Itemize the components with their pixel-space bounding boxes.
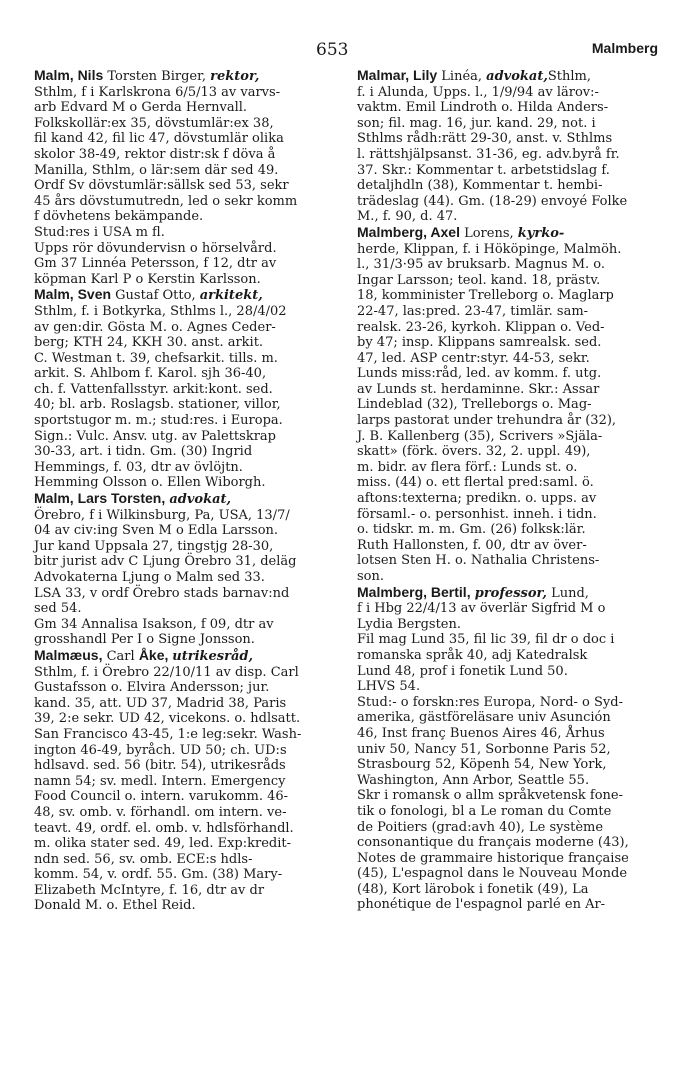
entry-text-line: 47, led. ASP centr:styr. 44-53, sekr.	[357, 350, 590, 366]
entry-text-line: Folkskollär:ex 35, dövstumlär:ex 38,	[34, 115, 274, 131]
entry-text-line: Ordf Sv dövstumlär:sällsk sed 53, sekr	[34, 178, 289, 194]
entry-text-line: vaktm. Emil Lindroth o. Hilda Anders-	[357, 100, 609, 116]
entry-text-line: 48, sv. omb. v. förhandl. om intern. ve-	[34, 804, 287, 820]
page-header	[0, 40, 688, 64]
entry-given-names: Lorens,	[459, 225, 518, 241]
entry-text-line: J. B. Kallenberg (35), Scrivers »Själa-	[357, 428, 603, 444]
entry-text-line: arb Edvard M o Gerda Hernvall.	[34, 100, 248, 116]
entry-text-line: Ruth Hallonsten, f. 00, dtr av över-	[357, 537, 587, 553]
entry-text-line: Sthlm, f i Karlskrona 6/5/13 av varvs-	[34, 84, 281, 100]
entry-text-line: Skr i romansk o allm språkvetensk fone-	[357, 788, 624, 804]
entry-text-line: bitr jurist adv C Ljung Örebro 31, deläg	[34, 554, 297, 570]
entry-name: Malmar, Lily	[357, 67, 438, 83]
biography-entry	[34, 491, 331, 648]
entry-text-line: lotsen Sten H. o. Nathalia Christens-	[357, 553, 600, 569]
entry-text-line: Advokaterna Ljung o Malm sed 33.	[34, 570, 265, 585]
entry-text-line: aftons:texterna; predikn. o. upps. av	[357, 491, 597, 507]
entry-text-line: consonantique du français moderne (43),	[357, 835, 629, 851]
biography-entry	[34, 68, 331, 287]
entry-text-line: berg; KTH 24, KKH 30. anst. arkit.	[34, 335, 264, 351]
entry-first-line	[357, 225, 655, 242]
entry-text-line: Hemmings, f. 03, dtr av övlöjtn.	[34, 459, 243, 475]
entry-text-line: San Francisco 43-45, 1:e leg:sekr. Wash-	[34, 726, 302, 742]
entry-first-line	[34, 491, 331, 508]
entry-first-line	[34, 68, 331, 85]
entry-text-line: av gen:dir. Gösta M. o. Agnes Ceder-	[34, 319, 276, 335]
left-column	[34, 68, 331, 914]
entry-text-line: herde, Klippan, f. i Hököpinge, Malmöh.	[357, 241, 622, 257]
entry-text-line: Sthlm, f. i Örebro 22/10/11 av disp. Carl	[34, 664, 299, 680]
entry-given-names: Gustaf Otto,	[111, 288, 200, 304]
entry-text-line: sportstugor m. m.; stud:res. i Europa.	[34, 413, 283, 429]
biography-entry	[357, 585, 655, 913]
entry-text-line: larps pastorat under trehundra år (32),	[357, 413, 617, 429]
entry-text-line: 22-47, las:pred. 23-47, timlär. sam-	[357, 303, 589, 319]
entry-text-line: tik o fonologi, bl a Le roman du Comte	[357, 803, 612, 819]
entry-text-line: Donald M. o. Ethel Reid.	[34, 898, 196, 914]
entry-text-line: Fil mag Lund 35, fil lic 39, fil dr o doc i	[357, 632, 615, 648]
entry-text-line: (48), Kort lärobok i fonetik (49), La	[357, 881, 589, 897]
entry-text-line: 18, komminister Trelleborg o. Maglarp	[357, 288, 614, 304]
running-head: Malmberg	[591, 40, 658, 56]
entry-text-line: församl.- o. personhist. inneh. i tidn.	[357, 506, 597, 522]
entry-text-line: 46, Inst franç Buenos Aires 46, Århus	[357, 725, 605, 741]
entry-text-line: ndn sed. 56, sv. omb. ECE:s hdls-	[34, 851, 253, 867]
entry-text-line: univ 50, Nancy 51, Sorbonne Paris 52,	[357, 741, 611, 757]
entry-occupation: utrikesråd,	[172, 648, 254, 664]
entry-first-line	[34, 648, 331, 665]
entry-name: Malm, Sven	[34, 286, 112, 303]
entry-text-line: m. bidr. av flera förf.: Lunds st. o.	[357, 459, 578, 475]
entry-text-line: kand. 35, att. UD 37, Madrid 38, Paris	[34, 695, 287, 711]
entry-text-line: namn 54; sv. medl. Intern. Emergency	[34, 773, 286, 789]
entry-text-line: ch. f. Vattenfallsstyr. arkit:kont. sed.	[34, 381, 273, 397]
page-number: 653	[316, 40, 349, 60]
biography-entry	[34, 287, 331, 491]
entry-text-line: Stud:- o forskn:res Europa, Nord- o Syd-	[357, 694, 623, 710]
entry-text-line: Lund 48, prof i fonetik Lund 50.	[357, 663, 568, 679]
biography-entry	[34, 648, 331, 914]
entry-text-line: LSA 33, v ordf Örebro stads barnav:nd	[34, 585, 290, 601]
entry-text-line: f dövhetens bekämpande.	[34, 209, 204, 225]
entry-name: Malm, Nils	[34, 67, 104, 83]
entry-first-line	[357, 68, 655, 85]
entry-given-names: Torsten Birger,	[103, 69, 211, 84]
entry-text-line: Stud:res i USA m fl.	[34, 224, 165, 240]
entry-text-line: f. i Alunda, Upps. l., 1/9/94 av lärov:-	[357, 84, 599, 100]
entry-text-line: detaljhdln (38), Kommentar t. hembi-	[357, 178, 603, 194]
entry-text-line: trädeslag (44). Gm. (18-29) envoyé Folke	[357, 193, 628, 209]
entry-text-line: Ingar Larsson; teol. kand. 18, prästv.	[357, 272, 601, 288]
entry-text-line: realsk. 23-26, kyrkoh. Klippan o. Ved-	[357, 319, 605, 335]
entry-text-line: (45), L'espagnol dans le Nouveau Monde	[357, 866, 628, 882]
entry-text-line: av Lunds st. herdaminne. Skr.: Assar	[357, 381, 600, 397]
entry-text-line: arkit. S. Ahlbom f. Karol. sjh 36-40,	[34, 366, 267, 382]
entry-text-line: f i Hbg 22/4/13 av överlär Sigfrid M o	[357, 601, 606, 617]
entry-text-line: hdlsavd. sed. 56 (bitr. 54), utrikesråds	[34, 758, 286, 774]
entry-text-line: komm. 54, v. ordf. 55. Gm. (38) Mary-	[34, 867, 283, 883]
entry-location: Sthlm,	[547, 69, 591, 84]
entry-text-line: sed 54.	[34, 601, 82, 617]
entry-text-line: l. rättshjälpsanst. 31-36, eg. adv.byrå fr.	[357, 146, 620, 162]
entry-text-line: Lydia Bergsten.	[357, 616, 461, 632]
entry-text-line: Hemming Olsson o. Ellen Wiborgh.	[34, 475, 266, 491]
entry-text-line: Sign.: Vulc. Ansv. utg. av Palettskrap	[34, 428, 276, 444]
entry-text-line: Lindeblad (32), Trelleborgs o. Mag-	[357, 397, 592, 413]
entry-text-line: Gm 37 Linnéa Petersson, f 12, dtr av	[34, 256, 277, 272]
entry-text-line: 37. Skr.: Kommentar t. arbetstidslag f.	[357, 162, 610, 178]
entry-text-line: 04 av civ:ing Sven M o Edla Larsson.	[34, 523, 279, 539]
entry-text-line: skatt» (förk. övers. 32, 2. uppl. 49),	[357, 444, 591, 460]
entry-text-line: 40; bl. arb. Roslagsb. stationer, villor,	[34, 397, 281, 413]
entry-text-line: Sthlms rådh:rätt 29-30, anst. v. Sthlms	[357, 131, 613, 147]
entry-text-line: Elizabeth McIntyre, f. 16, dtr av dr	[34, 882, 265, 898]
entry-occupation: professor,	[474, 585, 547, 601]
entry-name: Malmberg, Bertil,	[357, 583, 471, 600]
entry-text-line: o. tidskr. m. m. Gm. (26) folksk:lär.	[357, 522, 586, 538]
entry-occupation: rektor,	[210, 69, 260, 84]
entry-text-line: ington 46-49, byråch. UD 50; ch. UD:s	[34, 742, 287, 758]
entry-text-line: skolor 38-49, rektor distr:sk f döva å	[34, 146, 276, 162]
entry-text-line: amerika, gästföreläsare univ Asunción	[357, 710, 611, 726]
entry-text-line: m. olika stater sed. 49, led. Exp:kredit-	[34, 836, 292, 852]
entry-text-line: Notes de grammaire historique française	[357, 850, 629, 866]
entry-text-line: Gm 34 Annalisa Isakson, f 09, dtr av	[34, 616, 274, 632]
biography-entry	[357, 68, 655, 225]
entry-occupation: advokat,	[486, 69, 548, 84]
entry-text-line: by 47; insp. Klippans samrealsk. sed.	[357, 335, 602, 351]
entry-text-line: miss. (44) o. ett flertal pred:saml. ö.	[357, 475, 594, 491]
entry-name: Malm, Lars Torsten,	[34, 490, 166, 507]
entry-text-line: LHVS 54.	[357, 679, 421, 695]
entry-text-line: köpman Karl P o Kerstin Karlsson.	[34, 271, 261, 287]
entry-text-line: Lunds miss:råd, led. av komm. f. utg.	[357, 366, 602, 382]
entry-name: Malmæus,	[34, 646, 103, 663]
entry-text-line: teavt. 49, ordf. el. omb. v. hdlsförhandl.	[34, 820, 294, 836]
entry-text-line: phonétique de l'espagnol parlé en Ar-	[357, 897, 606, 913]
entry-text-line: son; fil. mag. 16, jur. kand. 29, not. i	[357, 115, 596, 131]
entry-given-names: Carl	[102, 648, 139, 664]
entry-text-line: romanska språk 40, adj Katedralsk	[357, 647, 588, 663]
entry-text-line: Sthlm, f. i Botkyrka, Sthlms l., 28/4/02	[34, 303, 287, 319]
entry-text-line: son.	[357, 569, 385, 584]
entry-text-line: Upps rör dövundervisn o hörselvård.	[34, 240, 277, 256]
entry-text-line: grosshandl Per I o Signe Jonsson.	[34, 632, 255, 648]
entry-name-part: Åke,	[138, 646, 173, 663]
entry-occupation: kyrko-	[517, 225, 565, 241]
entry-given-names: Linéa,	[437, 69, 487, 84]
right-column	[357, 68, 655, 913]
entry-first-line	[34, 287, 331, 304]
entry-text-line: 30-33, art. i tidn. Gm. (30) Ingrid	[34, 444, 253, 460]
entry-text-line: Washington, Ann Arbor, Seattle 55.	[357, 772, 590, 788]
entry-text-line: Food Council o. intern. varukomm. 46-	[34, 789, 289, 805]
entry-text-line: Örebro, f i Wilkinsburg, Pa, USA, 13/7/	[34, 507, 290, 523]
entry-text-line: 45 års dövstumutredn, led o sekr komm	[34, 193, 298, 209]
entry-text-line: de Poitiers (grad:avh 40), Le système	[357, 819, 604, 835]
entry-first-line	[357, 585, 655, 602]
entry-occupation: arkitekt,	[199, 288, 263, 304]
entry-text-line: Strasbourg 52, Köpenh 54, New York,	[357, 757, 607, 773]
entry-occupation: advokat,	[169, 492, 232, 508]
entry-text-line: 39, 2:e sekr. UD 42, vicekons. o. hdlsatt.	[34, 711, 301, 727]
entry-location: Lund,	[546, 585, 589, 601]
entry-text-line: Manilla, Sthlm, o lär:sem där sed 49.	[34, 162, 279, 178]
entry-text-line: l., 31/3·95 av bruksarb. Magnus M. o.	[357, 257, 606, 273]
entry-text-line: Gustafsson o. Elvira Andersson; jur.	[34, 680, 270, 696]
entry-text-line: Jur kand Uppsala 27, tingstjg 28-30,	[34, 538, 274, 554]
entry-text-line: fil kand 42, fil lic 47, dövstumlär olika	[34, 131, 284, 147]
entry-name: Malmberg, Axel	[357, 223, 460, 240]
entry-text-line: C. Westman t. 39, chefsarkit. tills. m.	[34, 350, 278, 366]
biography-entry	[357, 225, 655, 585]
entry-text-line: M., f. 90, d. 47.	[357, 209, 458, 225]
